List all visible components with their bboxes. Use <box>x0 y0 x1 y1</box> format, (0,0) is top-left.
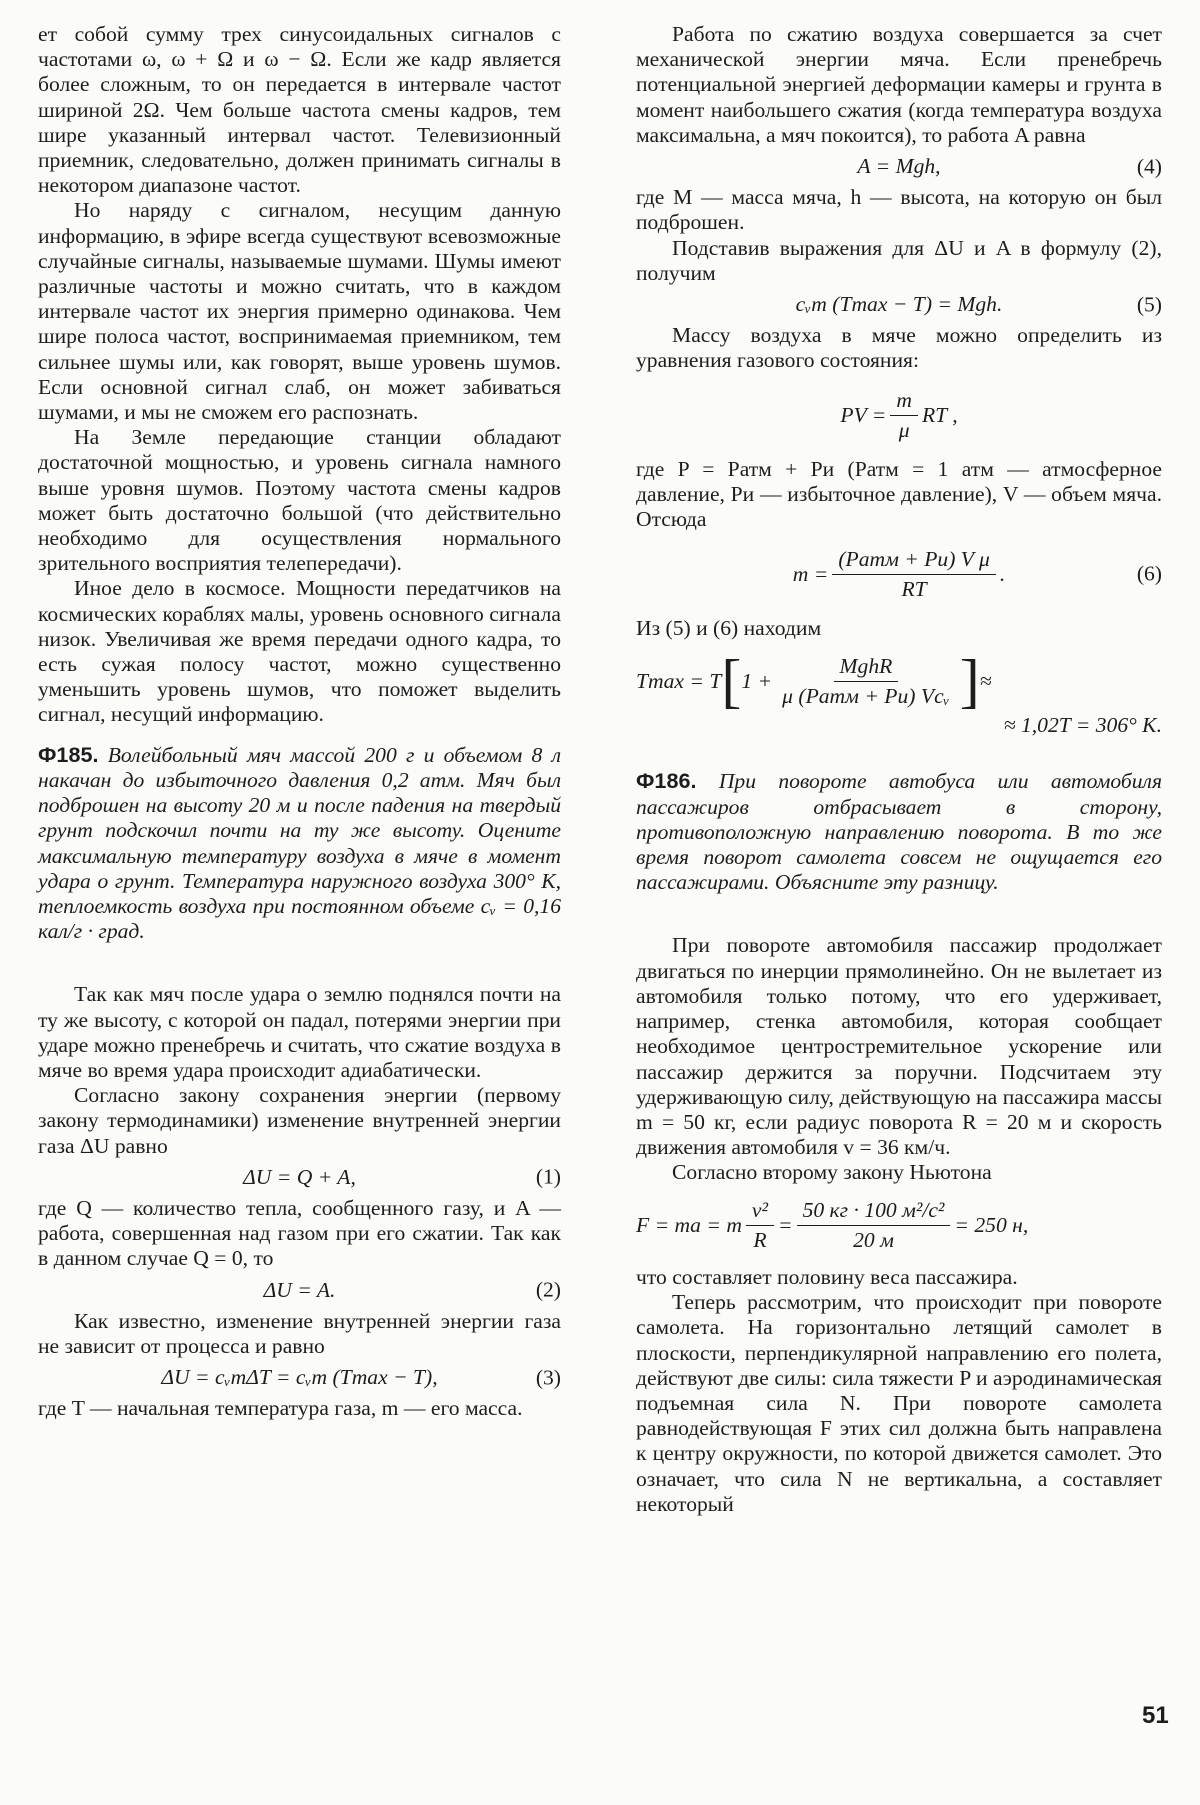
denominator: R <box>753 1227 767 1252</box>
equation-number: (3) <box>535 1365 561 1390</box>
paragraph: Но наряду с сигналом, несущим данную информацию, в эфире всегда существуют всевозможные случайные сигналы, называемые шумами. Шумы имеют различные частоты и можно считать, что в каждом интервале частот их энергия примерно одинакова. Чем шире полоса частот, воспринимаемая приемником, тем сильнее шумы или, как говорят, выше уровень шумов. Если основной сигнал слаб, он может забиваться шумами, и мы не сможем его распознать. <box>38 198 561 425</box>
equation-2 <box>38 1278 561 1303</box>
equation-4 <box>636 154 1162 179</box>
equation-5 <box>636 292 1162 317</box>
paragraph: Массу воздуха в мяче можно определить из уравнения газового состояния: <box>636 323 1162 373</box>
paragraph: Из (5) и (6) находим <box>636 616 822 641</box>
page-number: 51 <box>1142 1702 1169 1729</box>
fraction <box>832 547 996 602</box>
equation-part: = <box>777 1212 793 1237</box>
paragraph: На Земле передающие станции обладают достаточной мощностью, и уровень сигнала намного выше уровня шумов. Поэтому частота смены кадров может быть достаточно большой (что действительно необходимо для осуществления нормального зрительного восприятия телепередачи). <box>38 425 561 576</box>
equation-body: ΔU = cᵥmΔT = cᵥm (Tmax − T), <box>161 1365 438 1390</box>
paragraph: что составляет половину веса пассажира. <box>636 1264 1018 1289</box>
paragraph: Так как мяч после удара о землю поднялся почти на ту же высоту, с которой он падал, потерями энергии при ударе можно пренебречь и считать, что сжатие воздуха в мяче во время удара происходит адиабатически. <box>38 982 561 1082</box>
equation-body: cᵥm (Tmax − T) = Mgh. <box>795 292 1003 317</box>
problem-number: Ф186. <box>636 768 697 794</box>
equation-result: ≈ 1,02T = 306° K. <box>1003 713 1162 738</box>
equation-1 <box>38 1165 561 1190</box>
numerator: (Pатм + Pи) V μ <box>832 547 996 575</box>
problem-statement: Волейбольный мяч массой 200 г и объемом 8 л накачан до избыточного давления 0,2 атм. Мяч был подброшен на высоту 20 м и после падения на твердый грунт подскочил почти на ту же высоту. Оцените максимальную температуру воздуха в мяче в момент удара о грунт. Температура наружного воздуха 300° К, теплоемкость воздуха при постоянном объеме cᵥ = 0,16 кал/г · град. <box>38 742 561 944</box>
left-bracket: [ <box>721 648 742 715</box>
equation-part: F = ma = m <box>636 1212 742 1237</box>
equation-number: (4) <box>1136 154 1162 179</box>
equation-part: = 250 н, <box>954 1212 1029 1237</box>
paragraph: Согласно второму закону Ньютона <box>672 1160 992 1185</box>
equation-3 <box>38 1365 561 1390</box>
paragraph: где Q — количество тепла, сообщенного газу, и A — работа, совершенная над газом при его сжатии. Так как в данном случае Q = 0, то <box>38 1195 561 1271</box>
equation-part: RT , <box>921 402 958 427</box>
numerator: 50 кг · 100 м²/с² <box>797 1198 951 1226</box>
numerator: v² <box>746 1198 774 1226</box>
fraction <box>890 388 918 443</box>
fraction <box>746 1198 774 1253</box>
equation-number: (1) <box>535 1164 561 1189</box>
paragraph: Подставив выражения для ΔU и A в формулу (2), получим <box>636 235 1162 285</box>
problem-statement: При повороте автобуса или автомобиля пассажиров отбрасывает в сторону, противоположную направлению поворота. В то же время поворот самолета совсем не ощущается его пассажирами. Объясните эту разницу. <box>636 769 1162 895</box>
denominator: μ (Pатм + Pи) Vcᵥ <box>782 683 950 708</box>
equation-newton <box>636 1198 1162 1253</box>
numerator: MghR <box>834 654 899 682</box>
equation-number: (2) <box>535 1277 561 1302</box>
equation-part: m = <box>792 561 829 586</box>
equation-number: (5) <box>1136 292 1162 317</box>
problem-186 <box>636 768 1162 895</box>
equation-part: Tmax = T <box>636 668 722 693</box>
paragraph: ет собой сумму трех синусоидальных сигналов с частотами ω, ω + Ω и ω − Ω. Если же кадр является более сложным, то он передается в интервале частот шириной 2Ω. Чем больше частота смены кадров, тем шире указанный интервал частот. Телевизионный приемник, следовательно, должен принимать сигналы в некотором диапазоне частот. <box>38 22 561 198</box>
paragraph: Согласно закону сохранения энергии (первому закону термодинамики) изменение внутренней энергии газа ΔU равно <box>38 1083 561 1158</box>
equation-6 <box>636 547 1162 602</box>
equation-gas-state <box>636 388 1162 443</box>
right-column <box>636 22 1162 1517</box>
fraction <box>797 1198 951 1253</box>
problem-number: Ф185. <box>38 741 99 767</box>
paragraph: Работа по сжатию воздуха совершается за счет механической энергии мяча. Если пренебречь потенциальной энергией деформации камеры и грунта в момент наибольшего сжатия (когда температура воздуха максимальна, а мяч покоится), то работа A равна <box>636 22 1162 147</box>
equation-number: (6) <box>1136 561 1162 586</box>
equation-tmax <box>636 648 1162 715</box>
equation-part: 1 + <box>741 668 773 693</box>
paragraph: Как известно, изменение внутренней энергии газа не зависит от процесса и равно <box>38 1308 561 1358</box>
paragraph: При повороте автомобиля пассажир продолжает двигаться по инерции прямолинейно. Он не вылетает из автомобиля только потому, что его удерживает, например, стенка автомобиля, которая сообщает необходимое центростремительное ускорение или пассажир держится за поручни. Подсчитаем эту удерживающую силу, действующую на пассажира массы m = 50 кг, если радиус поворота R = 20 м и скорость движения автомобиля v = 36 км/ч. <box>636 933 1162 1160</box>
left-column <box>38 22 561 1422</box>
equation-part: ≈ <box>979 668 992 693</box>
numerator: m <box>890 388 918 416</box>
paragraph: Иное дело в космосе. Мощности передатчиков на космических кораблях малы, уровень основного сигнала низок. Увеличивая же время передачи одного кадра, то есть сужая полосу частот, можно существенно уменьшить уровень шумов, что поможет выделить сигнал, несущий информацию. <box>38 576 561 727</box>
paragraph: где T — начальная температура газа, m — его масса. <box>38 1396 523 1421</box>
equation-body: ΔU = A. <box>263 1277 336 1302</box>
equation-body: ΔU = Q + A, <box>243 1164 356 1189</box>
paragraph: Теперь рассмотрим, что происходит при повороте самолета. На горизонтально летящий самолет в плоскости, перпендикулярной направлению его полета, действуют две силы: сила тяжести P и аэродинамическая подъемная сила N. При повороте самолета равнодействующая F этих сил должна быть направлена к центру окружности, по которой движется самолет. Это означает, что сила N не вертикальна, а составляет некоторый <box>636 1290 1162 1516</box>
paragraph: где M — масса мяча, h — высота, на которую он был подброшен. <box>636 185 1162 235</box>
problem-185 <box>38 742 561 945</box>
equation-part: . <box>999 561 1006 586</box>
equation-body: A = Mgh, <box>857 154 941 179</box>
fraction <box>776 654 956 709</box>
right-bracket: ] <box>959 648 980 715</box>
denominator: μ <box>898 417 910 442</box>
paragraph: где P = Pатм + Pи (Pатм = 1 атм — атмосферное давление, Pи — избыточное давление), V — объем мяча. Отсюда <box>636 457 1162 532</box>
equation-part: PV = <box>840 402 887 427</box>
denominator: RT <box>901 576 927 601</box>
denominator: 20 м <box>853 1227 894 1252</box>
